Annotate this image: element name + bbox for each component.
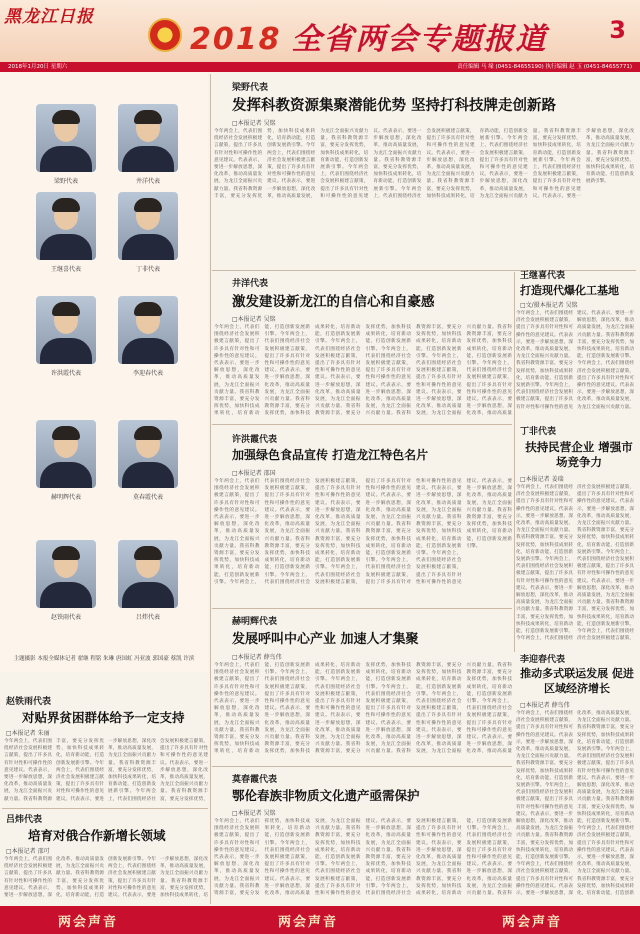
photo-credit: 主题摄影 本报全媒体记者 翟继 程铭 朱琳 唐国虹 冯亚波 郭国豪 蔡凯 许滨 — [13, 656, 195, 662]
article-body: 今年两会上，代表们围绕经济社会发展积极建言献策，提出了许多具有针对性和可操作性的意见建议。代表表示，要进一步解放思想，深化改革，推动高质量发展，为龙江全面振兴贡献力量。我省科教资源丰富，要充分发挥优势，加快科技成果转化，培育新动能，打造创新发展新引擎。今年两会上，代表们围绕经济社会发展积极建言献策，提出了许多具有针对性和可操作性的意见建议。代表表示，要进一步解放思想，深化改革，推动高质量发展，为龙江全面振兴贡献力量。我省科教资源丰富，要充分发挥优势，加快科技成果转化，培育新动能，打造创新发展新引擎。今年两会上，代表们围绕经济社会发展积极建言献策，提出了许多具有针对性和可操作性的意见建议。代表表示，要进一步解放思想，深化改革，推动高质量发展，为龙江全面振兴贡献力量。我省科教资源丰富，要充分发挥优势，加快科技成果转化，培育新动能，打造创新发展新引擎。今年两会上，代表们围绕经济社会发展积极建言献策，提出了许多具有针对性和可操作性的意见建议。代表表示，要进一步解放思想，深化改革，推动高质量发展，为龙江全面振兴贡献力量。我省科教资源丰富，要充分发挥优势，加快科技成果转化，培育新动能，打造创新发展新引擎。今年两会上，代表们围绕经济社会发展积极建言献策，提出了许多具有针对性和可操作性的意见建议。代表表示，要进一步解放思想，深化改革，推动高质量发展，为龙江全面振兴贡献力量。我省科教资源丰富，要充分发挥优势，加快科技成果转化，培育新动能，打造创新发展新引擎。今年两会上，代表们围绕经济社会发展积极建言献策，提出了许多具有针对性和可操作性的意见建议。代表表示，要进一步解放思想，深化改革，推动高质量发展，为龙江全面振兴贡献力量。我省科教资源丰富，要充分发挥优势，加快科技成果转化，培育新动能，打造创新发展新引擎。 — [214, 129, 634, 199]
article-byline: □本报记者 邵可 — [6, 848, 50, 855]
banner-year: 2018 — [190, 22, 282, 57]
banner-title: 全省两会专题报道 — [291, 22, 548, 57]
portrait-photo — [36, 296, 96, 364]
portrait-caption: 赫明辉代表 — [50, 494, 81, 501]
portrait-caption: 丁非代表 — [135, 266, 160, 273]
article-body: 今年两会上，代表们围绕经济社会发展积极建言献策，提出了许多具有针对性和可操作性的意见建议。代表表示，要进一步解放思想，深化改革，推动高质量发展，为龙江全面振兴贡献力量。我省科教资源丰富，要充分发挥优势，加快科技成果转化，培育新动能，打造创新发展新引擎。今年两会上，代表们围绕经济社会发展积极建言献策，提出了许多具有针对性和可操作性的意见建议。代表表示，要进一步解放思想，深化改革，推动高质量发展，为龙江全面振兴贡献力量。我省科教资源丰富，要充分发挥优势，加快科技成果转化，培育新动能，打造创新发展新引擎。今年两会上，代表们围绕经济社会发展积极建言献策，提出了许多具有针对性和可操作性的意见建议。代表表示，要进一步解放思想，深化改革，推动高质量发展，为龙江全面振兴贡献力量。 — [516, 311, 634, 410]
article-headline: 鄂伦春族非物质文化遗产亟需保护 — [232, 788, 420, 803]
page-number: 3 — [609, 16, 626, 44]
divider — [2, 808, 208, 809]
divider — [212, 424, 512, 425]
special-report-banner — [190, 14, 548, 58]
rep-name: 赫明辉代表 — [232, 617, 278, 627]
article-body: 今年两会上，代表们围绕经济社会发展积极建言献策，提出了许多具有针对性和可操作性的意见建议。代表表示，要进一步解放思想，深化改革，推动高质量发展，为龙江全面振兴贡献力量。我省科教资源丰富，要充分发挥优势，加快科技成果转化，培育新动能，打造创新发展新引擎。今年两会上，代表们围绕经济社会发展积极建言献策，提出了许多具有针对性和可操作性的意见建议。代表表示，要进一步解放思想，深化改革，推动高质量发展，为龙江全面振兴贡献力量。我省科教资源丰富，要充分发挥优势，加快科技成果转化，培育新动能，打造创新发展新引擎。今年两会上，代表们围绕经济社会发展积极建言献策，提出了许多具有针对性和可操作性的意见建议。代表表示，要进一步解放思想，深化改革，推动高质量发展，为龙江全面振兴贡献力量。我省科教资源丰富，要充分发挥优势，加快科技成果转化，培育新动能，打造创新发展新引擎。今年两会上，代表们围绕经济社会发展积极建言献策，提出了许多具有针对性和可操作性的意见建议。代表表示，要进一步解放思想，深化改革，推动高质量发展，为龙江全面振兴贡献力量。我省科教资源丰富，要充分发挥优势，加快科技成果转化，培育新动能，打造创新发展新引擎。今年两会上，代表们围绕经济社会发展积极建言献策，提出了许多具有针对性和可操作性的意见建议。代表表示，要进一步解放思想，深化改革，推动高质量发展，为龙江全面振兴贡献力量。我省科教资源丰富，要充分发挥优势，加快科技成果转化，培育新动能，打造创新发展新引擎。今年两会上，代表们围绕经济社会发展积极建言献策，提出了许多具有针对性和可操作性的意见建议。代表表示，要进一步解放思想，深化改革，推动高质量 — [214, 325, 512, 417]
rep-name: 莫春霞代表 — [232, 775, 278, 785]
article-byline: □本报记者 薛鸟伟 — [520, 702, 570, 709]
article-headline: 扶持民营企业 增强市场竞争力 — [525, 440, 633, 469]
rep-name: 丁非代表 — [520, 427, 557, 437]
article-byline: □本报记者 邵国 — [232, 470, 276, 477]
footer-slogan: 两会声音 — [278, 915, 339, 930]
rep-name: 井洋代表 — [232, 279, 269, 289]
portrait-photo — [36, 104, 96, 172]
portrait-caption: 莫春霞代表 — [132, 494, 163, 501]
divider — [212, 270, 636, 271]
article-headline: 发展呼叫中心产业 加速人才集聚 — [232, 632, 419, 647]
article-body: 今年两会上，代表们围绕经济社会发展积极建言献策，提出了许多具有针对性和可操作性的意见建议。代表表示，要进一步解放思想，深化改革，推动高质量发展，为龙江全面振兴贡献力量。我省科教资源丰富，要充分发挥优势，加快科技成果转化，培育新动能，打造创新发展新引擎。今年两会上，代表们围绕经济社会发展积极建言献策，提出了许多具有针对性和可操作性的意见建议。代表表示，要进一步解放思想，深化改革，推动高质量发展，为龙江全面振兴贡献力量。我省科教资源丰富，要充分发挥优势，加快科技成果转化，培 — [4, 857, 208, 899]
portrait-caption: 吕炜代表 — [135, 614, 160, 621]
divider — [210, 74, 211, 904]
article-headline: 培育对俄合作新增长领域 — [28, 828, 166, 843]
portrait-photo — [118, 104, 178, 172]
portrait-caption: 王继喜代表 — [50, 266, 81, 273]
divider — [514, 272, 515, 652]
footer-slogan: 两会声音 — [58, 915, 119, 930]
editor-info: 责任编辑 马 缘 (0451-84655190) 执行编辑 赵 玉 (0451-84655771) — [457, 64, 632, 70]
footer-slogan: 两会声音 — [502, 915, 563, 930]
portrait-caption: 井洋代表 — [135, 178, 160, 185]
portrait-photo — [118, 192, 178, 260]
footer-band — [0, 906, 640, 934]
article-byline: □本报记者 薛鸟伟 — [232, 654, 282, 661]
divider — [212, 608, 512, 609]
article-body: 今年两会上，代表们围绕经济社会发展积极建言献策，提出了许多具有针对性和可操作性的意见建议。代表表示，要进一步解放思想，深化改革，推动高质量发展，为龙江全面振兴贡献力量。我省科教资源丰富，要充分发挥优势，加快科技成果转化，培育新动能，打造创新发展新引擎。今年两会上，代表们围绕经济社会发展积极建言献策，提出了许多具有针对性和可操作性的意见建议。代表表示，要进一步解放思想，深化改革，推动高质量发展，为龙江全面振兴贡献力量。我省科教资源丰富，要充分发挥优势，加快科技成果转化，培育新动能，打造创新发展新引擎。今年两会上，代表们围绕经济社会发展积极建言献策，提出了许多具有针对性和可操作性的意见建议。代表表示，要进一步解放思想，深化改革，推动高质量发展，为龙江全面振兴贡献力量。我省科教资源丰富，要充分发挥优势，加快科技成果转化，培育新动能，打造创新发展新引擎。今年两会上，代表们围绕经济社会发展积极建言献策，提出了许多具有针对性和可操作性的意见建议。代表表示，要进一步解放思想，深化改革，推动高质量发展，为龙江全面振兴贡献力量。我省科教资源丰富，要充分发挥优势，加快科技成果转化，培育新动能，打造创新发展新引擎。今年两会上，代表们围绕经济社会发展积极建言献策，提出了许多具有针对性和可操作性的意见建议。代表表示，要进一步解放思想，深化改革，推动高质量发展，为龙江全面振兴贡献力量。我省科 — [214, 819, 512, 897]
rep-name: 赵铁雨代表 — [6, 697, 52, 707]
divider — [212, 766, 512, 767]
article-byline: □本报记者 姜瑞 — [520, 476, 564, 483]
article-headline: 激发建设新龙江的自信心和自豪感 — [232, 294, 435, 310]
article-body: 今年两会上，代表们围绕经济社会发展积极建言献策，提出了许多具有针对性和可操作性的意见建议。代表表示，要进一步解放思想，深化改革，推动高质量发展，为龙江全面振兴贡献力量。我省科教资源丰富，要充分发挥优势，加快科技成果转化，培育新动能，打造创新发展新引擎。今年两会上，代表们围绕经济社会发展积极建言献策，提出了许多具有针对性和可操作性的意见建议。代表表示，要进一步解放思想，深化改革，推动高质量发展，为龙江全面振兴贡献力量。我省科教资源丰富，要充分发挥优势，加快科技成果转化，培育新动能，打造创新发展新引擎。今年两会上，代表们围绕经济社会发展积极建言献策，提出了许多具有针对性和可操作性的意见建议。代表表示，要进一步解放思想，深化改革，推动高质量发展，为龙江全面振兴贡献力量。我省科教资源丰富，要充分发挥优势，加快科技成果转化，培育新动能，打造创新发展新引擎。今年两会上，代表们围绕经济社会发展积极建言献策，提出了许多具有针对性和可操作性的意见建议。代表表示，要进一步解放思想，深化改革，推动高质量发展，为龙江全面振兴贡献力量。我省科教资源丰富，要充分发挥优势，加快科技成果转化，培育新动能，打造创新发展新引擎。今年两会上，代表们围绕经济社会发展积极建言献策，提出了许多具有针对性和可操作性的意见建议。代表表示，要进一步解放思想，深化改革，推动高质量发展，为龙江全面振兴贡献力量。我省科教资源丰富，要充分发挥优势，加快科技成果转化，培育新动能，打造创新发展新引擎。今年两会上，代表们围绕经济社会发展积极建言献策，提出了许多具有针对性和可操作性的意见建议。代表表示，要进一步解放思想，深化改革，推动高质量 — [214, 663, 512, 755]
article-byline: □本报记者 吴铭 — [232, 316, 276, 323]
article-body: 今年两会上，代表们围绕经济社会发展积极建言献策，提出了许多具有针对性和可操作性的意见建议。代表表示，要进一步解放思想，深化改革，推动高质量发展，为龙江全面振兴贡献力量。我省科教资源丰富，要充分发挥优势，加快科技成果转化，培育新动能，打造创新发展新引擎。今年两会上，代表们围绕经济社会发展积极建言献策，提出了许多具有针对性和可操作性的意见建议。代表表示，要进一步解放思想，深化改革，推动高质量发展，为龙江全面振兴贡献力量。我省科教资源丰富，要充分发挥优势，加快科技成果转化，培育新动能，打造创新发展新引擎。今年两会上，代表们围绕经济社会发展积极建言献策，提出了许多具有针对性和可操作性的意见建议。代表表示，要进一步解放思想，深化改革，推动高质量发展，为龙江全面振兴贡献力量。我省科教资源丰富，要充分发挥优势， — [4, 739, 208, 802]
portrait-caption: 李迎春代表 — [132, 370, 163, 377]
portrait-photo — [118, 296, 178, 364]
article-headline: 推动多式联运发展 促进区域经济增长 — [520, 667, 634, 695]
article-byline: □本报记者 吴铭 — [232, 810, 276, 817]
portrait-photo — [118, 540, 178, 608]
masthead — [0, 0, 640, 64]
article-byline: □本报记者 吴铭 — [232, 120, 276, 127]
portrait-photo — [118, 420, 178, 488]
emblem-icon — [148, 18, 182, 52]
portrait-caption: 许洪霞代表 — [50, 370, 81, 377]
rep-name: 吕炜代表 — [6, 815, 43, 825]
portrait-photo — [36, 540, 96, 608]
rep-name: 李迎春代表 — [520, 655, 566, 665]
article-headline: 打造现代爆化工基地 — [520, 284, 619, 297]
newspaper-logo: 黑龙江日报 — [4, 7, 94, 27]
portrait-photo — [36, 420, 96, 488]
info-bar — [0, 62, 640, 72]
article-body: 今年两会上，代表们围绕经济社会发展积极建言献策，提出了许多具有针对性和可操作性的意见建议。代表表示，要进一步解放思想，深化改革，推动高质量发展，为龙江全面振兴贡献力量。我省科教资源丰富，要充分发挥优势，加快科技成果转化，培育新动能，打造创新发展新引擎。今年两会上，代表们围绕经济社会发展积极建言献策，提出了许多具有针对性和可操作性的意见建议。代表表示，要进一步解放思想，深化改革，推动高质量发展，为龙江全面振兴贡献力量。我省科教资源丰富，要充分发挥优势，加快科技成果转化，培育新动能，打造创新发展新引擎。今年两会上，代表们围绕经济社会发展积极建言献策，提出了许多具有针对性和可操作性的意见建议。代表表示，要进一步解放思想，深化改革，推动高质量发展，为龙江全面振兴贡献力量。我省科教资源丰富，要充分发挥优势，加快科技成果转化，培育新动能，打造创新发展新引擎。今年两会上，代表们围绕经济社会发展积极建言献策，提出了许多具有针对性和可操作性的意见建议。代表表示，要进一步解放思想，深化改革，推动高质量发展，为龙江全面振兴贡献力量。我省科教资源丰富，要充分发挥优势，加快科技成果转化，培育新动能，打造创新发展新引擎。今年两会上，代表们围绕经济社会发展积极建言献策，提出了许多具有针对性和可操作性的意见建议。代表表示，要进一步解放思想，深化改革，推动高质量发展，为龙江全面振兴贡献力量。我省科教资源丰富，要充分发挥优势，加快科技成果转化，培育新动能，打造创新发展新引擎。今年两会上，代表们围绕经济社会发展积极建言献策，提出了许多具有针对性和可操作性的意见建议。代表表示，要进一步解放思想，深化改革，推动高质量发展，为龙江全面振兴贡献力量。我省科教资源丰富，要充分发挥优势，加快科技成果转化，培育新动能，打造创新发展新引擎。 — [214, 479, 512, 585]
article-body: 今年两会上，代表们围绕经济社会发展积极建言献策，提出了许多具有针对性和可操作性的意见建议。代表表示，要进一步解放思想，深化改革，推动高质量发展，为龙江全面振兴贡献力量。我省科教资源丰富，要充分发挥优势，加快科技成果转化，培育新动能，打造创新发展新引擎。今年两会上，代表们围绕经济社会发展积极建言献策，提出了许多具有针对性和可操作性的意见建议。代表表示，要进一步解放思想，深化改革，推动高质量发展，为龙江全面振兴贡献力量。我省科教资源丰富，要充分发挥优势，加快科技成果转化，培育新动能，打造创新发展新引擎。今年两会上，代表们围绕经济社会发展积极建言献策，提出了许多具有针对性和可操作性的意见建议。代表表示，要进一步解放思想，深化改革，推动高质量发展，为龙江全面振兴贡献力量。我省科教资源丰富，要充分发挥优势，加快科技成果转化，培育新动能，打造创新发展新引擎。今年两会上，代表们围绕经济社会发展积极建言献策，提出了许多具有针对性和可操作性的意见建议。代表表示，要进一步解放思想，深化改革，推动高质量发展，为龙江全面振兴贡献力量。我省科教资源丰富，要充分发挥优势，加快科技成果转化，培育新动能，打造创新发展新引擎。今年两会上，代表们围绕经济社会发展积极建言献策，提出了许多具有针对性和可操作性的意见建议。代表表示，要进一步解放思想，深化改革，推动高质量发展，为龙江全面振兴贡献力量。我省科教资源丰富，要充分发挥优势，加快科技成果转化，培育新动能，打造创新 — [516, 711, 634, 897]
portrait-caption: 赵铁雨代表 — [50, 614, 81, 621]
article-headline: 加强绿色食品宣传 打造龙江特色名片 — [232, 448, 429, 462]
article-byline: □本报记者 朱丽 — [6, 730, 50, 737]
rep-name: 梁野代表 — [232, 83, 269, 93]
rep-name: 王继喜代表 — [520, 271, 566, 281]
article-headline: 对贴界贫困群体给予一定支持 — [22, 710, 185, 725]
issue-date: 2018年1月20日 星期六 — [8, 64, 68, 70]
article-byline: □文/摄本报记者 吴铭 — [520, 302, 578, 309]
portrait-photo — [36, 192, 96, 260]
rep-name: 许洪霞代表 — [232, 435, 278, 445]
article-body: 今年两会上，代表们围绕经济社会发展积极建言献策，提出了许多具有针对性和可操作性的意见建议。代表表示，要进一步解放思想，深化改革，推动高质量发展，为龙江全面振兴贡献力量。我省科教资源丰富，要充分发挥优势，加快科技成果转化，培育新动能，打造创新发展新引擎。今年两会上，代表们围绕经济社会发展积极建言献策，提出了许多具有针对性和可操作性的意见建议。代表表示，要进一步解放思想，深化改革，推动高质量发展，为龙江全面振兴贡献力量。我省科教资源丰富，要充分发挥优势，加快科技成果转化，培育新动能，打造创新发展新引擎。今年两会上，代表们围绕经济社会发展积极建言献策，提出了许多具有针对性和可操作性的意见建议。代表表示，要进一步解放思想，深化改革，推动高质量发展，为龙江全面振兴贡献力量。我省科教资源丰富，要充分发挥优势，加快科技成果转化，培育新动能，打造创新发展新引擎。今年两会上，代表们围绕经济社会发展积极建言献策，提出了许多具有针对性和可操作性的意见建议。代表表示，要进一步解放思想，深化改革，推动高质量发展，为龙江全面振兴贡献力量。我省科教资源丰富，要充分发挥优势，加快科技成果转化，培育新动能，打造创新发展新引擎。今年两会上，代表们围绕经济社会发展积极建言献策， — [516, 485, 634, 642]
portrait-caption: 梁野代表 — [53, 178, 78, 185]
article-headline: 发挥科教资源集聚潜能优势 坚持打科技牌走创新路 — [232, 98, 557, 114]
